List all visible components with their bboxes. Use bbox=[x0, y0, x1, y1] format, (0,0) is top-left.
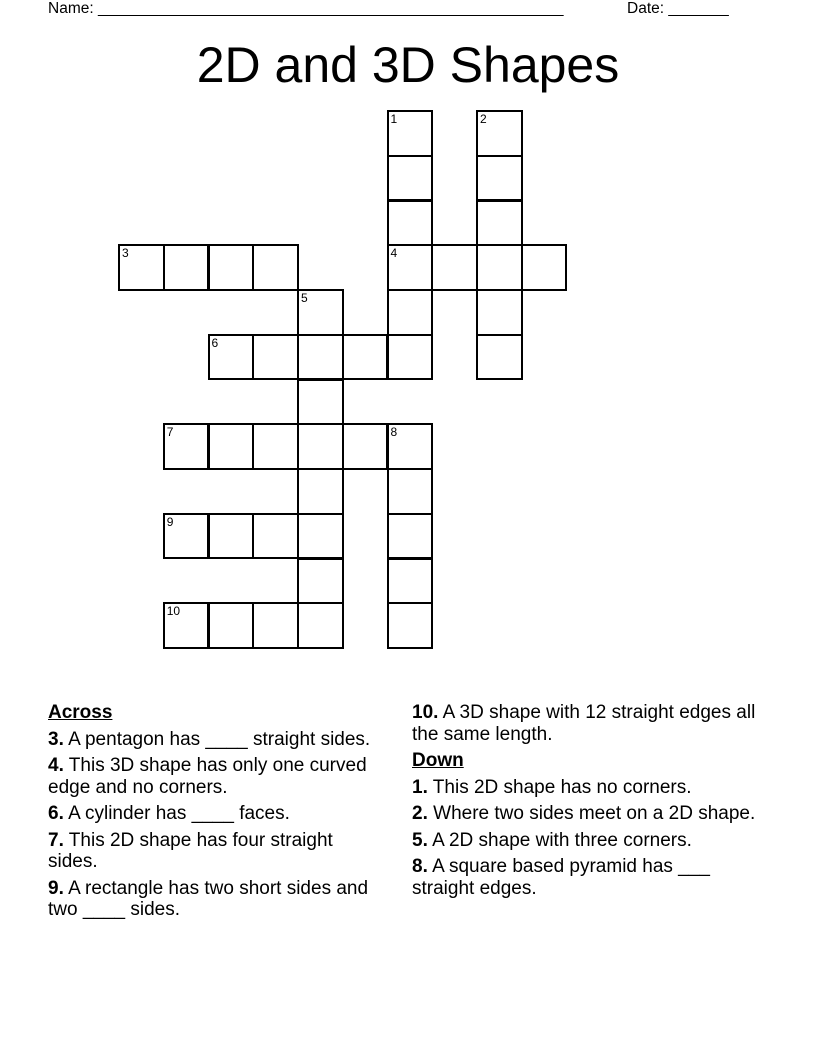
clue-number: 5. bbox=[412, 829, 428, 851]
clue-text: A 2D shape with three corners. bbox=[427, 829, 692, 851]
clue-number: 7. bbox=[48, 829, 64, 851]
clue-number: 9. bbox=[48, 877, 64, 899]
clue-text: This 2D shape has four straight sides. bbox=[48, 829, 333, 872]
date-field-line[interactable]: Date: _______ bbox=[627, 0, 729, 17]
clue-text: Where two sides meet on a 2D shape. bbox=[427, 803, 756, 824]
clue-text: This 3D shape has only one curved edge and no corners. bbox=[48, 755, 367, 798]
crossword-cell[interactable] bbox=[163, 244, 210, 291]
clue-number: 6. bbox=[48, 803, 64, 824]
crossword-cell[interactable] bbox=[387, 155, 434, 202]
crossword-cell[interactable] bbox=[387, 423, 434, 470]
down-heading: Down bbox=[412, 750, 464, 771]
cell-number: 8 bbox=[390, 425, 398, 440]
crossword-cell[interactable] bbox=[521, 244, 568, 291]
crossword-cell[interactable] bbox=[118, 244, 165, 291]
clue-number: 4. bbox=[48, 755, 64, 776]
crossword-cell[interactable] bbox=[297, 602, 344, 649]
clue-across-7 bbox=[48, 830, 383, 873]
crossword-cell[interactable] bbox=[297, 289, 344, 336]
crossword-cell[interactable] bbox=[297, 468, 344, 515]
clue-down-1 bbox=[412, 777, 757, 799]
crossword-cell[interactable] bbox=[208, 244, 255, 291]
clue-across-10 bbox=[412, 702, 757, 745]
crossword-cell[interactable] bbox=[387, 558, 434, 605]
crossword-cell[interactable] bbox=[476, 334, 523, 381]
page-title: 2D and 3D Shapes bbox=[196, 37, 620, 93]
cell-number: 9 bbox=[166, 514, 174, 529]
crossword-cell[interactable] bbox=[387, 289, 434, 336]
cell-number: 1 bbox=[390, 112, 398, 126]
crossword-cell[interactable] bbox=[252, 334, 299, 381]
cell-number: 4 bbox=[390, 246, 398, 261]
cell-number: 5 bbox=[301, 291, 308, 305]
cell-number: 10 bbox=[166, 604, 181, 619]
clue-down-5 bbox=[412, 830, 757, 852]
clue-number: 1. bbox=[412, 776, 428, 798]
crossword-cell[interactable] bbox=[163, 602, 210, 649]
crossword-cell[interactable] bbox=[342, 334, 389, 381]
crossword-cell[interactable] bbox=[297, 379, 344, 426]
cell-number: 3 bbox=[122, 246, 129, 261]
clue-text: A pentagon has ____ straight sides. bbox=[63, 728, 371, 750]
clues-column-right bbox=[412, 702, 757, 904]
clue-down-8 bbox=[412, 856, 757, 899]
crossword-cell[interactable] bbox=[342, 423, 389, 470]
crossword-cell[interactable] bbox=[252, 244, 299, 291]
crossword-cell[interactable] bbox=[476, 289, 523, 336]
clue-text: A square based pyramid has ___ straight edges. bbox=[412, 856, 710, 899]
clue-text: A 3D shape with 12 straight edges all the same length. bbox=[412, 702, 756, 745]
clue-number: 8. bbox=[412, 856, 428, 877]
crossword-cell[interactable] bbox=[387, 513, 434, 560]
clue-across-4 bbox=[48, 755, 383, 798]
clue-across-9 bbox=[48, 878, 383, 921]
clues-column-left bbox=[48, 702, 383, 926]
cell-number: 2 bbox=[480, 112, 487, 126]
crossword-cell[interactable] bbox=[297, 334, 344, 381]
crossword-cell[interactable] bbox=[297, 423, 344, 470]
crossword-cell[interactable] bbox=[476, 200, 523, 247]
crossword-cell[interactable] bbox=[252, 602, 299, 649]
crossword-cell[interactable] bbox=[387, 200, 434, 247]
clue-down-2 bbox=[412, 803, 757, 825]
crossword-cell[interactable] bbox=[387, 244, 434, 291]
crossword-cell[interactable] bbox=[252, 513, 299, 560]
name-field-line[interactable]: Name: ______________________________________________________ bbox=[48, 0, 564, 17]
clue-across-6 bbox=[48, 803, 383, 825]
crossword-cell[interactable] bbox=[252, 423, 299, 470]
clue-number: 10. bbox=[412, 702, 439, 723]
crossword-cell[interactable] bbox=[476, 155, 523, 202]
crossword-cell[interactable] bbox=[208, 602, 255, 649]
crossword-cell[interactable] bbox=[476, 244, 523, 291]
crossword-cell[interactable] bbox=[431, 244, 478, 291]
crossword-cell[interactable] bbox=[208, 513, 255, 560]
clue-text: A cylinder has ____ faces. bbox=[63, 803, 290, 824]
crossword-cell[interactable] bbox=[476, 110, 523, 157]
clue-text: This 2D shape has no corners. bbox=[427, 776, 692, 798]
crossword-cell[interactable] bbox=[387, 110, 434, 157]
crossword-cell[interactable] bbox=[297, 513, 344, 560]
clue-number: 2. bbox=[412, 803, 428, 824]
clue-number: 3. bbox=[48, 728, 64, 750]
crossword-cell[interactable] bbox=[387, 468, 434, 515]
cell-number: 7 bbox=[166, 425, 174, 440]
clue-across-3 bbox=[48, 729, 383, 751]
clue-text: A rectangle has two short sides and two ____ sides. bbox=[48, 877, 369, 920]
cell-number: 6 bbox=[211, 335, 219, 350]
crossword-cell[interactable] bbox=[387, 602, 434, 649]
crossword-cell[interactable] bbox=[208, 334, 255, 381]
crossword-cell[interactable] bbox=[387, 334, 434, 381]
crossword-cell[interactable] bbox=[297, 558, 344, 605]
crossword-cell[interactable] bbox=[163, 513, 210, 560]
across-heading: Across bbox=[48, 702, 113, 723]
crossword-cell[interactable] bbox=[163, 423, 210, 470]
crossword-cell[interactable] bbox=[208, 423, 255, 470]
